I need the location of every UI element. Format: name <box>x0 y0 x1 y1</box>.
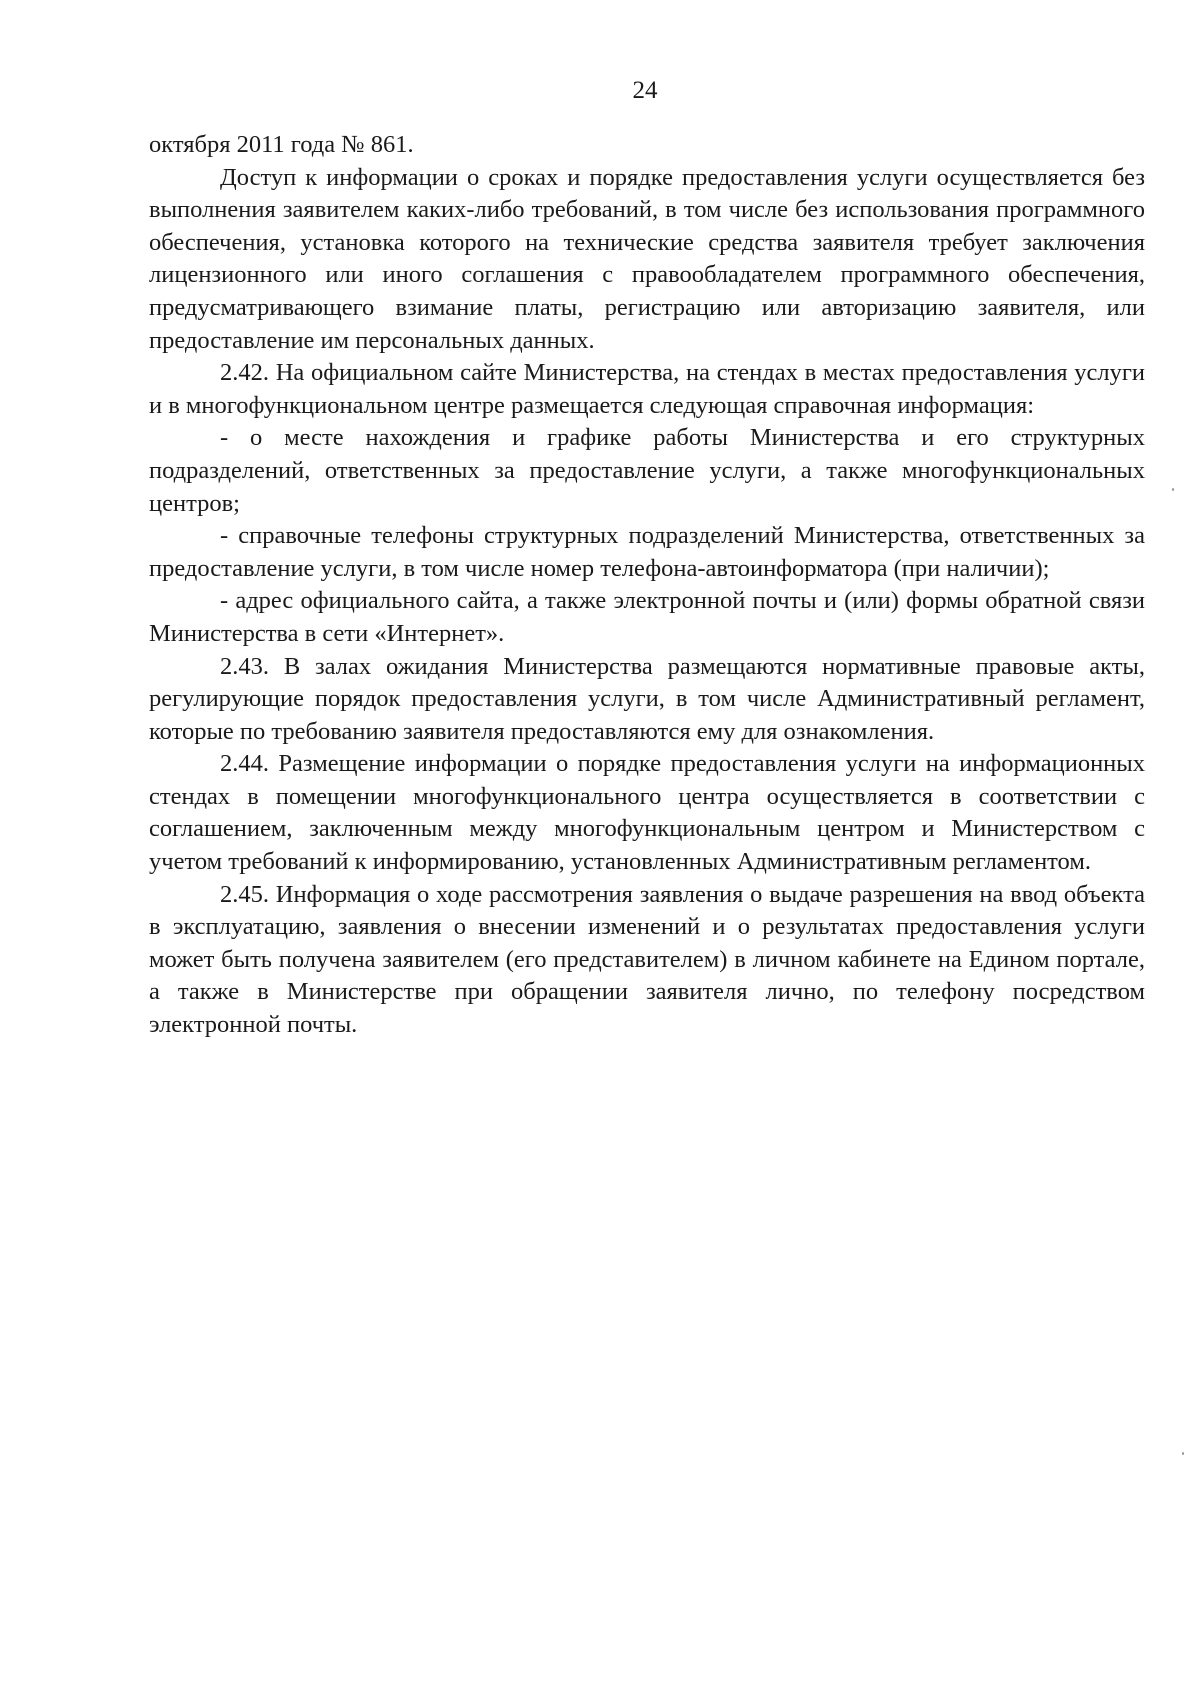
paragraph-2-44: 2.44. Размещение информации о порядке предоставления услуги на информационных стендах в помещении многофункционального центра осуществляется в соответствии с соглашением, заключенным между многофункциональным центром и Министерством с учетом требований к информированию, установленных Административным регламентом. <box>149 750 1145 876</box>
list-item-website-email: - адрес официального сайта, а также электронной почты и (или) формы обратной связи Министерства в сети «Интернет». <box>149 587 1145 647</box>
page-number: 24 <box>632 77 658 104</box>
list-item-phones: - справочные телефоны структурных подразделений Министерства, ответственных за предоставление услуги, в том числе номер телефона-автоинформатора (при наличии); <box>149 522 1145 582</box>
paragraph-2-43: 2.43. В залах ожидания Министерства размещаются нормативные правовые акты, регулирующие порядок предоставления услуги, в том числе Административный регламент, которые по требованию заявителя предоставляются ему для ознакомления. <box>149 652 1145 745</box>
paragraph-2-42: 2.42. На официальном сайте Министерства, на стендах в местах предоставления услуги и в многофункциональном центре размещается следующая справочная информация: <box>149 359 1145 419</box>
paragraph-2-45: 2.45. Информация о ходе рассмотрения заявления о выдаче разрешения на ввод объекта в эксплуатацию, заявления о внесении изменений и о результатах предоставления услуги может быть получена заявителем (его представителем) в личном кабинете на Едином портале, а также в Министерстве при обращении заявителя лично, по телефону посредством электронной почты. <box>149 880 1145 1039</box>
list-item-location-schedule: - о месте нахождения и графике работы Министерства и его структурных подразделений, ответственных за предоставление услуги, а также многофункциональных центров; <box>149 424 1145 517</box>
document-body <box>149 129 1145 1042</box>
paragraph-continuation: октября 2011 года № 861. <box>149 131 414 158</box>
paragraph-info-access: Доступ к информации о сроках и порядке предоставления услуги осуществляется без выполнения заявителем каких-либо требований, в том числе без использования программного обеспечения, установка которого на технические средства заявителя требует заключения лицензионного или иного соглашения с правообладателем программного обеспечения, предусматривающего взимание платы, регистрацию или авторизацию заявителя, или предоставление им персональных данных. <box>149 163 1145 354</box>
scan-speck <box>1172 488 1174 491</box>
scan-speck <box>1182 1452 1184 1455</box>
